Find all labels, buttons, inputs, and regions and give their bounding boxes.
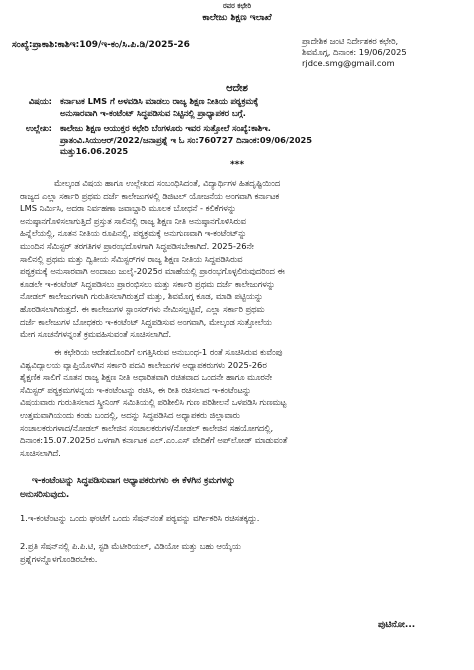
paragraph-line: ನೋಡಲ್ ಕಾಲೇಜುಗಳಾಗಿ ಗುರುತಿಸಲಾಗಿರುತ್ತದೆ ಮತ್ತು, ಶಿವಮೊಗ್ಗ ಕೂಡ, ಮಾಡಿ ಪಟ್ಟಿಯನ್ನು	[20, 291, 264, 302]
paragraph-1	[20, 177, 460, 341]
paragraph-line: ಉತ್ತಮವಾಗಿಯಂದು ಕಂಡು ಬಂದಲ್ಲಿ, ಅದನ್ನು ಸಿದ್ಧಪಡಿಸಿದ ಅಧ್ಯಾಪಕರು ಜಿಲ್ಲಾವಾರು	[20, 409, 240, 420]
reference-label: ಉಲ್ಲೇಖ:	[25, 123, 52, 133]
paragraph-line: ಪಠ್ಯಕ್ರಮಕ್ಕೆ ಅನುಸಾರವಾಗಿ ಅಂದಾಜು ಜುಲೈ-2025ರ ಮಾಹೆಯಲ್ಲಿ ಪ್ರಾರಂಭಗೊಳ್ಳಲಿರುವುದರಿಂದ ಈ	[20, 266, 285, 277]
paragraph-line: ಈ ಕಛೇರಿಯ ಆದೇಶದೊಂದಿಗೆ ಲಗತ್ತಿಸಿರುವ ಅನುಬಂಧ-1 ರಂತೆ ಸೂಚಿಸಿರುವ ಕುವೆಂಪು	[54, 347, 283, 357]
address-email: rjdce.smg@gmail.com	[302, 58, 395, 68]
paragraph-2	[20, 346, 460, 459]
paragraph-line: ವಿಶ್ವವಿದ್ಯಾಲಯ ವ್ಯಾಪ್ತಿಯೊಳಗಿನ ಸರ್ಕಾರಿ ಪದವಿ ಕಾಲೇಜುಗಳ ಅಧ್ಯಾಪಕರುಗಳು 2025-26ರ	[20, 359, 267, 370]
continued-marker: ಪುಟಿನೋ...	[378, 620, 416, 630]
reference-line: ಮತ್ತು16.06.2025	[60, 146, 129, 156]
list-item: ಪ್ರಶ್ನೆಗಳನ್ನೊಳಗೊಂಡಿರಬೇಕು.	[20, 553, 98, 564]
paragraph-line: ಅನುಷ್ಠಾನಗೊಳಿಸಲಾಗುತ್ತಿದೆ ಪ್ರಸ್ತುತ ಸಾಲಿನಲ್ಲಿ ರಾಜ್ಯ ಶಿಕ್ಷಣ ನೀತಿ ಅನುಷ್ಠಾನಗೊಳಿಸಿರುವ	[20, 215, 246, 226]
separator: ***	[229, 160, 245, 170]
office-address	[302, 36, 474, 69]
paragraph-line: ಸೆಮಿಸ್ಟರ್ ಪಠ್ಯಕ್ರಮಗಳನ್ನಯ ಇ-ಕಂಟೆಂಟನ್ನು ರಚಿಸಿ, ಈ ರೀತಿ ರಚಿಸಲಾದ ಇ-ಕಂಟೆಂಟನ್ನು	[20, 384, 252, 395]
paragraph-line: ಹಿನ್ನೆಲೆಯಲ್ಲಿ, ನೂತನ ನೀತಿಯ ರೂಪಿನಲ್ಲಿ, ಪಠ್ಯಕ್ರಮಕ್ಕೆ ಅನುಗುಣವಾಗಿ ಇ-ಕಂಟೆಂಟ್‌ನ್ನು	[20, 228, 247, 239]
paragraph-line: LMS ನಿರ್ಮಿಸಿ, ಅದರಾ ನಿರ್ವಹಣಾ ಜವಾಬ್ದಾರಿ ಮೂಲಕ ಬೋಧನೆ - ಕಲಿಕೆಗಳನ್ನು	[20, 203, 237, 214]
instruction-list-2	[20, 540, 460, 565]
office-header-top: ರವರ ಕಛೇರಿ	[222, 2, 252, 10]
instruction-line: ಇ-ಕಂಟೆಂಟನ್ನು ಸಿದ್ಧಪಡಿಸುವಾಗ ಅಧ್ಯಾಪಕರುಗಳು ಈ ಕೆಳಗಿನ ಕ್ರಮಗಳನ್ನು	[32, 476, 236, 486]
subject-label: ವಿಷಯ:	[28, 96, 52, 106]
subject-text	[60, 96, 470, 119]
paragraph-line: ಸಂಚಾಲಕರುಗಳಾದ/ನೋಡಲ್ ಕಾಲೇಜಿನ ಸಂಚಾಲಕರುಗಳ/ನೋಡಲ್ ಕಾಲೇಜಿನ ಸಹಯೋಗದಲ್ಲಿ,	[20, 422, 274, 433]
reference-text	[60, 123, 470, 158]
paragraph-line: ಶೈಕ್ಷಣಿಕ ಸಾಲಿಗೆ ನೂತನ ರಾಜ್ಯ ಶಿಕ್ಷಣ ನೀತಿ ಅಧಾರಿತವಾಗಿ ರಚಿತವಾದ ಒಂದನೇ ಹಾಗೂ ಮೂರನೇ	[20, 372, 273, 383]
reference-number: ಸಂಖ್ಯೆ:ಪ್ರಾಕಾಶಿ:ಕಾಶಿಇ:109/ಇ-ಕಂ/ಸಿ.ಪಿ.ಡಿ/2025-26	[12, 40, 190, 50]
instruction-line: ಅನುಸರಿಸುವುದು.	[20, 490, 70, 500]
paragraph-line: ವಿಷಯವಾರು ಗುರುತಿಸಲಾದ ಸ್ಕ್ರೀನಿಂಗ್ ಸಮಿತಿಯಲ್ಲಿ ಪರಿಶೀಲಿಸಿ ಗುಣ ಪರಿಶೀಲನೆ ಒಳಪಡಿಸಿ ಗುಣಮಟ್ಟ	[20, 397, 287, 408]
list-item: 2.ಪ್ರತಿ ಸೆಷನ್‌ನಲ್ಲಿ ಪಿ.ಪಿ.ಟಿ, ಸ್ಟಡಿ ಮೆಟೀರಿಯಲ್, ವಿಡಿಯೋ ಮತ್ತು ಬಹು ಆಯ್ಕೆಯ	[20, 541, 241, 551]
paragraph-line: ಸಾಲಿನಲ್ಲಿ ಪ್ರಥಮ ಮತ್ತು ದ್ವಿತೀಯ ಸೆಮಿಸ್ಟರ್‌ಗಳ ರಾಜ್ಯ ಶಿಕ್ಷಣ ನೀತಿಯ ಸಿದ್ಧಪಡಿಸಿರುವ	[20, 253, 243, 264]
list-item: 1.ಇ-ಕಂಟೆಂಟನ್ನು ಒಂದು ಘಂಟೆಗೆ ಒಂದು ಸೆಷನ್‌ನಂತೆ ಪಠ್ಯವನ್ನು ವರ್ಗೀಕರಿಸಿ ರಚಿಸತಕ್ಕದ್ದು.	[20, 513, 260, 523]
department-header: ಕಾಲೇಜು ಶಿಕ್ಷಣ ಇಲಾಖೆ	[202, 13, 272, 23]
paragraph-line: ದಿನಾಂಕ:15.07.2025ರ ಒಳಗಾಗಿ ಕರ್ನಾಟಕ ಎಲ್.ಎಂ.ಎಸ್ ವೇದಿಕೆಗೆ ಅಪ್‌ಲೋಡ್ ಮಾಡುವಂತೆ	[20, 435, 288, 446]
paragraph-line: ಮುಂದಿನ ಸೆಮಿಸ್ಟರ್ ತರಗತಿಗಳ ಪ್ರಾರಂಭದೊಳಗಾಗಿ ಸಿದ್ಧಪಡಿಸಬೇಕಾಗಿದೆ. 2025-26ನೇ	[20, 240, 254, 251]
reference-line: ಪ್ರಾತಂವಿ.ಸಿಯುಆರ್/2022/ಜನಾಪ್ರಶ್ನೆ ಇ ಓ ಸಂ:760727 ದಿನಾಂಕ:09/06/2025	[60, 134, 313, 145]
address-line: ಶಿವಮೊಗ್ಗ, ದಿನಾಂಕ: 19/06/2025	[302, 47, 407, 57]
subject-line: ಅನುಸಾರವಾಗಿ ಇ-ಕಂಟೆಂಟ್ ಸಿದ್ಧಪಡಿಸುವ ನಿಟ್ಟಿನಲ್ಲಿ ಪ್ರಾಧ್ಯಾಪಕರ ಬಗ್ಗೆ.	[60, 107, 246, 118]
instruction-list	[20, 512, 460, 525]
instruction-heading	[20, 474, 460, 502]
order-title: ಆದೇಶ	[226, 83, 248, 94]
subject-line: ಕರ್ನಾಟಕ LMS ಗೆ ಅಳವಡಿಸಿ ಮಾಡಲು ರಾಜ್ಯ ಶಿಕ್ಷಣ ನೀತಿಯ ಪಠ್ಯಕ್ರಮಕ್ಕೆ	[60, 96, 259, 106]
paragraph-line: ದರ್ಜೆ ಕಾಲೇಜುಗಳ ಬೋಧಕರು ಇ-ಕಂಟೆಂಟ್ ಸಿದ್ಧಪಡಿಸುವ ಅಂಗವಾಗಿ, ಮೇಲ್ಕಂಡ ಸುತ್ತೋಲೆಯ	[20, 316, 272, 327]
reference-line: ಕಾಲೇಜು ಶಿಕ್ಷಣ ಆಯುಕ್ತರ ಕಛೇರಿ ಬೆಂಗಳೂರು ಇವರ ಸುತ್ತೋಲೆ ಸಂಖ್ಯೆ:ಕಾಶಿಇ.	[60, 123, 271, 133]
paragraph-line: ಮೇಲ್ಕಂಡ ವಿಷಯ ಹಾಗೂ ಉಲ್ಲೇಖದ ಸಂಬಂಧಿಸಿದಂತೆ, ವಿದ್ಯಾರ್ಥಿಗಳ ಹಿತದೃಷ್ಟಿಯಿಂದ	[54, 178, 281, 188]
address-line: ಪ್ರಾದೇಶಿಕ ಜಂಟಿ ನಿರ್ದೇಶಕರ ಕಛೇರಿ,	[302, 36, 399, 46]
paragraph-line: ಮೇಗ ಸೂಚನೆಗಳನ್ನಂತೆ ಕ್ರಮವಹಿಸುವಂತೆ ಸೂಚಿಸಲಾಗಿದೆ.	[20, 329, 172, 340]
paragraph-line: ಹೊರಡಿಸಲಾಗಿರುತ್ತದೆ. ಈ ಕಾಲೇಜುಗಳ ಸ್ಪಾಂಸರ್‌ಗಳು ನೇಮಿಸಲ್ಪಟ್ಟಿವೆ, ಎಲ್ಲಾ ಸರ್ಕಾರಿ ಪ್ರಥಮ	[20, 303, 265, 314]
paragraph-line: ಕೂಡಲೇ ಇ-ಕಂಟೆಂಟ್ ಸಿದ್ಧಪಡಿಸಲು ಪ್ರಾರಂಭಿಸಲು ಮತ್ತು ಸರ್ಕಾರಿ ಪ್ರಥಮ ದರ್ಜೆ ಕಾಲೇಜುಗಳನ್ನು	[20, 278, 276, 289]
paragraph-line: ರಾಜ್ಯದ ಎಲ್ಲಾ ಸರ್ಕಾರಿ ಪ್ರಥಮ ದರ್ಜೆ ಕಾಲೇಜುಗಳಲ್ಲಿ ಡಿಜಿಟಲ್ ಯೋಜನೆಯ ಅಂಗವಾಗಿ ಕರ್ನಾಟಕ	[20, 190, 280, 201]
paragraph-line: ಸೂಚಿಸಲಾಗಿದೆ.	[20, 447, 61, 458]
